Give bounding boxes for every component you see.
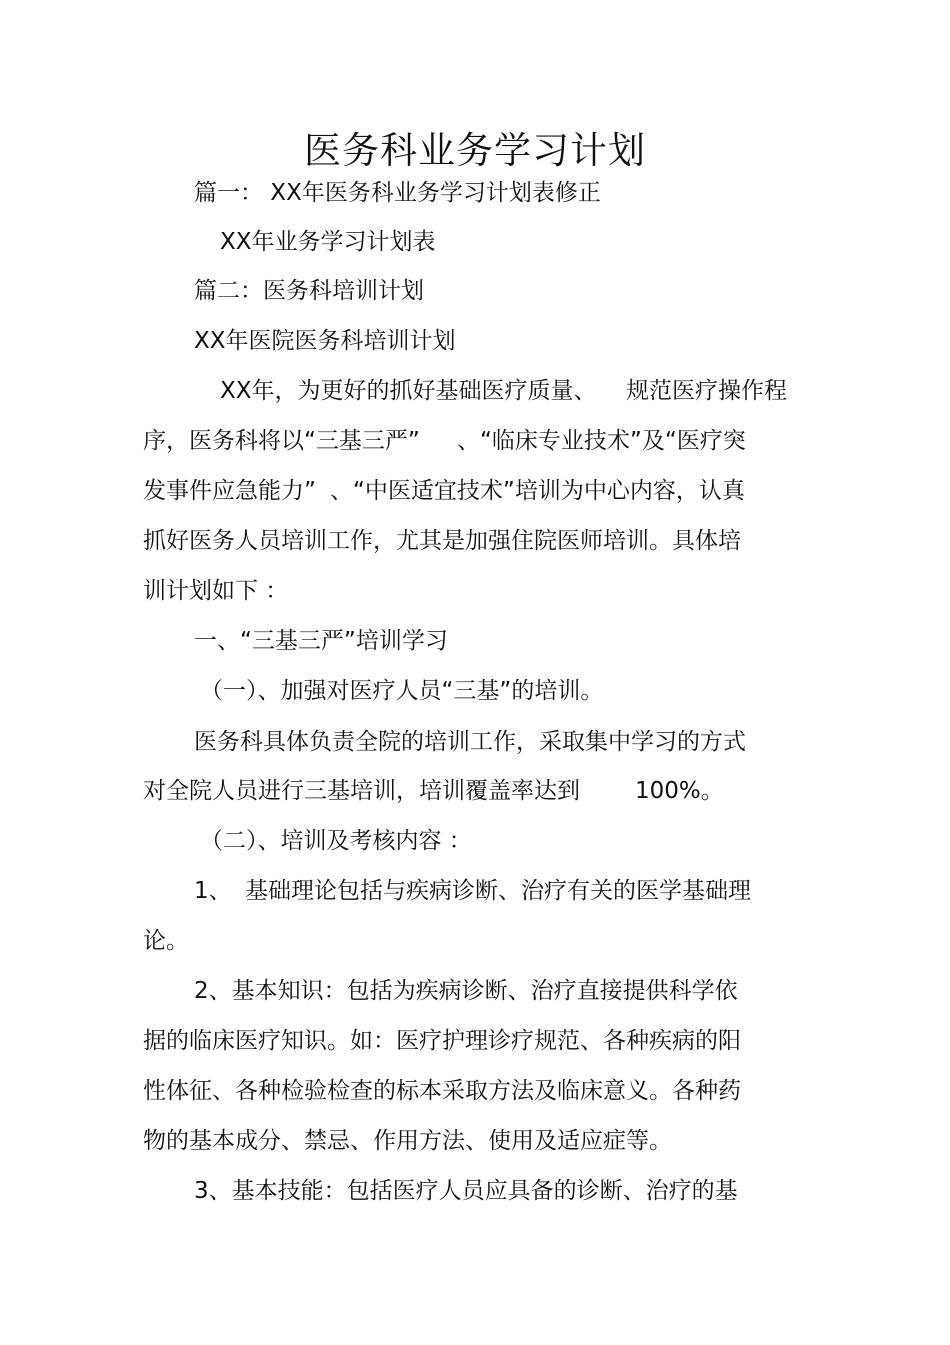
text-line: 论。 [143,928,189,954]
text-line: 规范医疗操作程 [626,378,787,404]
subsection-heading: （二）、培训及考核内容 ： [200,828,472,854]
text-line: 篇一： XX年医务科业务学习计划表修正 [194,180,601,206]
text-line: 医务科具体负责全院的培训工作，采取集中学习的方式 [194,729,746,755]
text-line: 基础理论包括与疾病诊断、治疗有关的医学基础理 [245,878,751,904]
text-line: 100%。 [635,778,724,804]
text-line: XX年医院医务科培训计划 [194,328,456,354]
document-title: 医务科业务学习计划 [304,129,646,172]
list-number: 1、 [194,878,232,904]
text-line: XX年，为更好的抓好基础医疗质量、 [220,378,597,404]
text-line: 3、基本技能：包括医疗人员应具备的诊断、治疗的基 [194,1178,738,1204]
text-line: 抓好医务人员培训工作，尤其是加强住院医师培训。具体培 [143,528,741,554]
text-line: XX年业务学习计划表 [220,229,436,255]
text-line: 、“中医适宜技术”培训为中心内容，认真 [330,478,745,504]
text-line: 据的临床医疗知识。如：医疗护理诊疗规范、各种疾病的阳 [143,1028,741,1054]
text-line: 、“临床专业技术”及“医疗突 [457,428,746,454]
section-heading: 一、“三基三严”培训学习 [194,628,448,654]
text-line: 物的基本成分、禁忌、作用方法、使用及适应症等。 [143,1128,672,1154]
text-line: 性体征、各种检验检查的标本采取方法及临床意义。各种药 [143,1078,741,1104]
text-line: 篇二：医务科培训计划 [194,278,424,304]
text-line: 发事件应急能力” [143,478,316,504]
subsection-heading: （一）、加强对医疗人员“三基”的培训。 [200,678,604,704]
text-line: 对全院人员进行三基培训，培训覆盖率达到 [143,778,580,804]
text-line: 2、基本知识：包括为疾病诊断、治疗直接提供科学依 [194,978,738,1004]
text-line: 训计划如下 ： [143,578,289,604]
text-line: 序，医务科将以“三基三严” [143,428,420,454]
